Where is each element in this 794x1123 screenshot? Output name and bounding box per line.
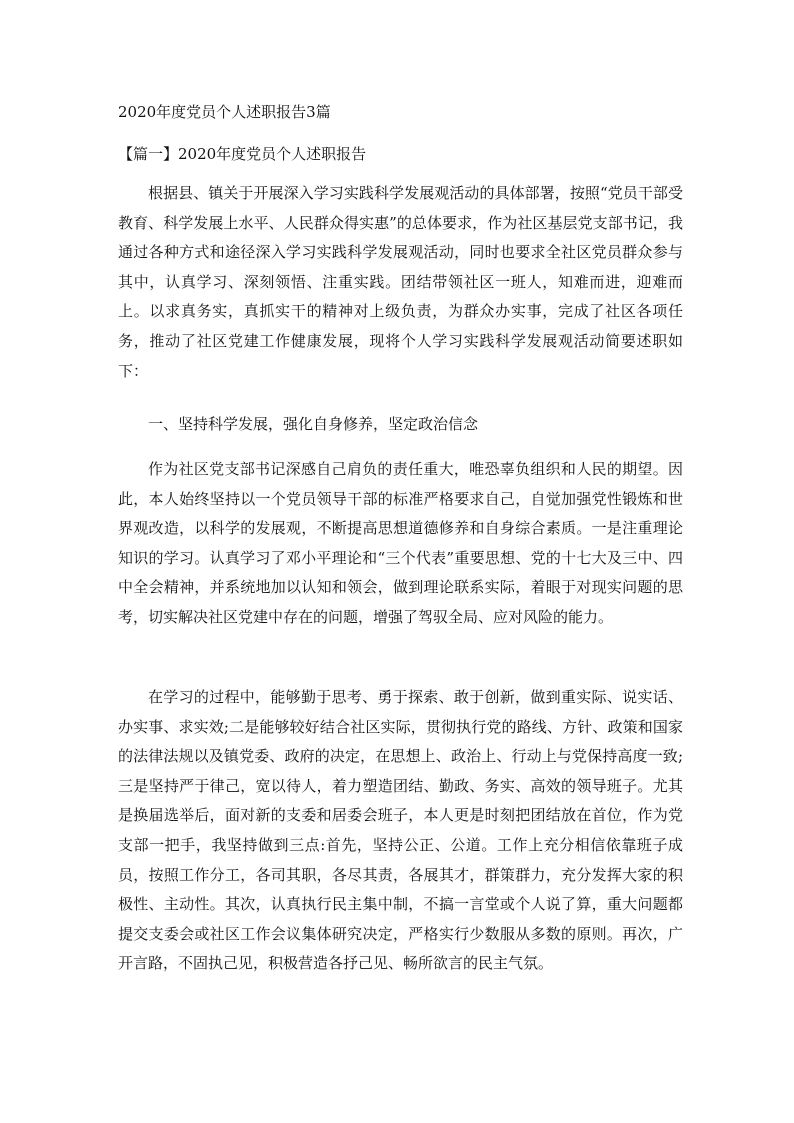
body-paragraph: 在学习的过程中，能够勤于思考、勇于探索、敢于创新，做到重实际、说实话、办实事、求实效;二是能够较好结合社区实际，贯彻执行党的路线、方针、政策和国家的法律法规以及镇党委、政府的决定，在思想上、政治上、行动上与党保持高度一致;三是坚持严于律己，宽以待人，着力塑造团结、勤政、务实、高效的领导班子。尤其是换届选举后，面对新的支委和居委会班子，本人更是时刻把团结放在首位，作为党支部一把手，我坚持做到三点:首先，坚持公正、公道。工作上充分相信依靠班子成员，按照工作分工，各司其职，各尽其责，各展其才，群策群力，充分发挥大家的积极性、主动性。其次，认真执行民主集中制，不搞一言堂或个人说了算，重大问题都提交支委会或社区工作会议集体研究决定，严格实行少数服从多数的原则。再次，广开言路，不固执己见，积极营造各抒己见、畅所欲言的民主气氛。 [118, 688, 683, 973]
document-title: 2020年度党员个人述职报告3篇 [118, 103, 331, 121]
subsection-heading: 一、坚持科学发展，强化自身修养，坚定政治信念 [148, 415, 479, 433]
section-heading: 【篇一】2020年度党员个人述职报告 [118, 145, 367, 163]
body-paragraph: 根据县、镇关于开展深入学习实践科学发展观活动的具体部署，按照“党员干部受教育、科学发展上水平、人民群众得实惠”的总体要求，作为社区基层党支部书记，我通过各种方式和途径深入学习实践科学发展观活动，同时也要求全社区党员群众参与其中，认真学习、深刻领悟、注重实践。团结带领社区一班人，知难而进，迎难而上。以求真务实，真抓实干的精神对上级负责，为群众办实事，完成了社区各项任务，推动了社区党建工作健康发展，现将个人学习实践科学发展观活动简要述职如下： [118, 184, 683, 380]
body-paragraph: 作为社区党支部书记深感自己肩负的责任重大，唯恐辜负组织和人民的期望。因此，本人始终坚持以一个党员领导干部的标准严格要求自己，自觉加强党性锻炼和世界观改造，以科学的发展观，不断提高思想道德修养和自身综合素质。一是注重理论知识的学习。认真学习了邓小平理论和“三个代表”重要思想、党的十七大及三中、四中全会精神，并系统地加以认知和领会，做到理论联系实际，着眼于对现实问题的思考，切实解决社区党建中存在的问题，增强了驾驭全局、应对风险的能力。 [118, 460, 683, 626]
